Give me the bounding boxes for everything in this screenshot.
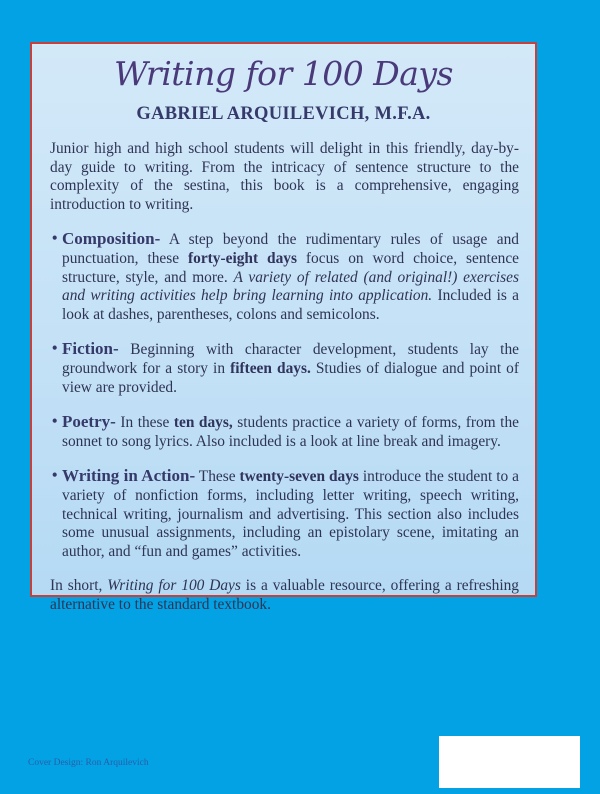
text: focus on word choice, sentence structure, style, and more. bbox=[62, 249, 520, 286]
cover-design-credit: Cover Design: Ron Arquilevich bbox=[28, 758, 149, 768]
section-heading: Poetry- bbox=[62, 412, 116, 432]
italic-text: Writing for 100 Days bbox=[107, 577, 241, 595]
section-heading: Writing in Action- bbox=[62, 466, 196, 486]
section-poetry bbox=[50, 413, 519, 451]
text: Included is a look at dashes, parentheses, colons and semicolons. bbox=[62, 287, 520, 323]
text: introduce the student to a variety of nonfiction forms, including letter writing, speech writing, technical writing, journalism and advertising. This section also includes some unusual assignments, including an epistolary scene, imitating an author, and “fun and games” activities. bbox=[62, 468, 519, 560]
section-composition bbox=[50, 230, 519, 324]
bullet: • bbox=[52, 467, 58, 485]
closing-paragraph bbox=[50, 577, 519, 614]
text: is a valuable resource, offering a refreshing alternative to the standard textbook. bbox=[50, 577, 519, 613]
description-panel bbox=[30, 42, 537, 613]
italic-text: A variety of related (and original!) exercises and writing activities help bring learning into application. bbox=[62, 268, 519, 305]
text: In these bbox=[115, 414, 174, 432]
text: A step beyond the rudimentary rules of usage and punctuation, these bbox=[62, 231, 519, 267]
text: students practice a variety of forms, from the sonnet to song lyrics. Also included is a look at line break and imagery. bbox=[62, 414, 519, 450]
section-writing-in-action bbox=[50, 467, 519, 561]
text: Beginning with character development, students lay the groundwork for a story in bbox=[62, 341, 519, 377]
book-author: GABRIEL ARQUILEVICH, M.F.A. bbox=[136, 104, 431, 124]
bullet: • bbox=[52, 340, 58, 358]
text: In short, bbox=[50, 577, 108, 595]
book-title: Writing for 100 Days bbox=[114, 54, 453, 93]
bullet: • bbox=[52, 230, 58, 248]
text: Studies of dialogue and point of view are provided. bbox=[62, 359, 520, 396]
bold-text: forty-eight days bbox=[188, 249, 297, 267]
bullet: • bbox=[52, 413, 58, 431]
section-heading: Fiction- bbox=[62, 339, 119, 359]
section-fiction bbox=[50, 340, 519, 397]
text: These bbox=[195, 468, 240, 486]
intro-paragraph: Junior high and high school students will delight in this friendly, day-by-day guide to writing. From the intricacy of sentence structure to the complexity of the sestina, this book is a comprehensive, engaging introduction to writing. bbox=[50, 140, 519, 213]
bold-text: ten days, bbox=[173, 414, 233, 432]
description-body bbox=[50, 140, 519, 630]
bold-text: twenty-seven days bbox=[239, 468, 359, 486]
section-heading: Composition- bbox=[62, 229, 161, 249]
barcode-label-area bbox=[439, 736, 580, 788]
bold-text: fifteen days. bbox=[230, 359, 311, 377]
